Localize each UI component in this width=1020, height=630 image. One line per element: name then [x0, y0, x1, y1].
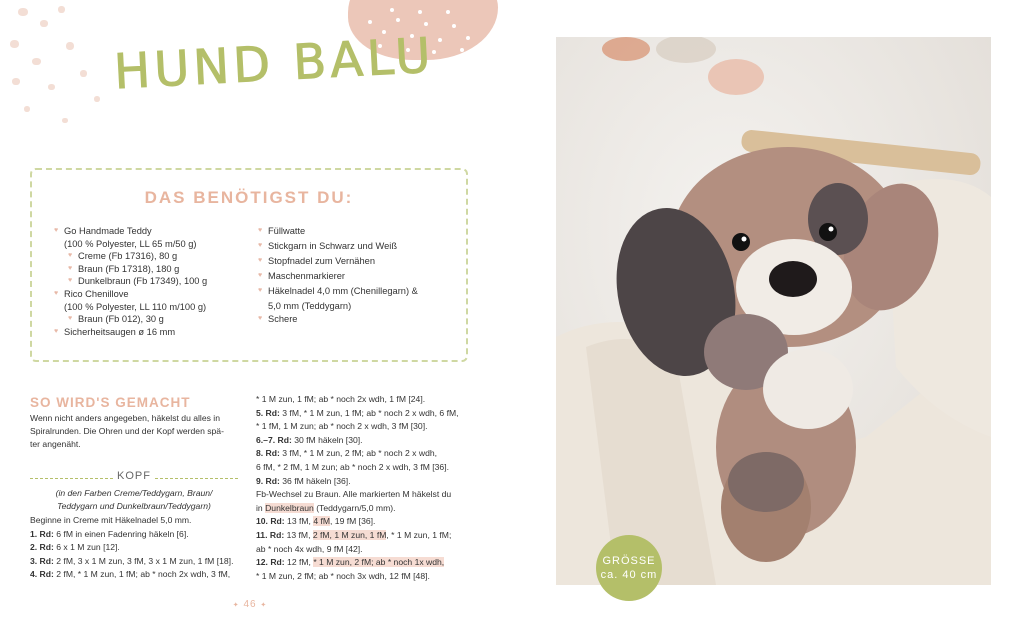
step-text: 13 fM,: [284, 529, 313, 540]
step-text: , * 1 M zun, 1 fM;: [386, 529, 452, 540]
round-label: 6.–7. Rd:: [256, 434, 292, 445]
step-text: 2 fM, * 1 M zun, 1 fM; ab * noch 2x wdh, 3 fM,: [53, 569, 231, 580]
steps-column-2: [256, 393, 459, 583]
subtitle-line: Teddygarn und Dunkelbraun/Teddygarn): [57, 500, 211, 511]
materials-heading: DAS BENÖTIGST DU:: [144, 188, 354, 207]
badge-line-2: ca. 40 cm: [600, 569, 658, 581]
step-line: [30, 568, 233, 582]
material-item: ♥ Schere: [258, 313, 418, 326]
material-item: ♥ Stopfnadel zum Vernähen: [258, 255, 418, 268]
round-label: 1. Rd:: [30, 528, 54, 539]
step-line: [256, 461, 459, 475]
round-label: 4. Rd:: [30, 569, 54, 580]
step-line: [256, 393, 459, 407]
step-line: [30, 555, 233, 569]
materials-list-right: [258, 225, 418, 328]
page-number-value: 46: [243, 599, 257, 610]
step-text: Fb-Wechsel zu Braun. Alle markierten M häkelst du: [256, 489, 452, 500]
step-text: Beginne in Creme mit Häkelnadel 5,0 mm.: [30, 515, 192, 525]
step-text: 30 fM häkeln [30].: [291, 434, 363, 445]
step-line: [30, 541, 233, 555]
intro-line: Wenn nicht anders angegeben, häkelst du alles in: [30, 413, 220, 423]
round-label: 5. Rd:: [256, 407, 280, 418]
material-item: ♥ Sicherheitsaugen ø 16 mm: [54, 326, 207, 339]
step-text: 13 fM,: [284, 516, 314, 527]
highlighted-text: 2 fM, 1 M zun, 1 fM: [312, 529, 387, 540]
step-text: in: [256, 502, 266, 513]
step-text: (Teddygarn/5,0 mm).: [313, 502, 396, 513]
material-item: 5,0 mm (Teddygarn): [268, 300, 352, 311]
round-label: 10. Rd:: [256, 516, 285, 527]
step-line: [256, 543, 459, 557]
step-line: [256, 570, 459, 584]
material-item: (100 % Polyester, LL 65 m/50 g): [64, 238, 197, 249]
crochet-dog-illustration: [556, 37, 991, 585]
step-line: [256, 529, 459, 543]
material-item: ♥ Go Handmade Teddy: [54, 225, 207, 238]
step-text: 3 fM, * 1 M zun, 1 fM; ab * noch 2 x wdh, 6 fM,: [279, 407, 459, 418]
material-item: ♥ Stickgarn in Schwarz und Weiß: [258, 240, 418, 253]
step-line: [30, 528, 233, 542]
step-line: [256, 502, 459, 516]
star-icon: ✦: [232, 602, 240, 609]
round-label: 2. Rd:: [30, 542, 54, 553]
material-item: ♥ Rico Chenillove: [54, 288, 207, 301]
round-label: 3. Rd:: [30, 555, 54, 566]
step-line: [256, 515, 459, 529]
section-heading-kopf: KOPF: [114, 470, 154, 482]
material-item: ♥ Füllwatte: [258, 225, 418, 238]
step-line: [256, 488, 459, 502]
instructions-heading: SO WIRD'S GEMACHT: [30, 395, 191, 410]
step-text: 2 fM, 3 x 1 M zun, 3 fM, 3 x 1 M zun, 1 fM [18].: [53, 555, 234, 566]
section-subtitle: [30, 487, 238, 512]
star-icon: ✦: [260, 602, 268, 609]
step-text: ab * noch 4x wdh, 9 fM [42].: [256, 543, 363, 554]
highlighted-text: 4 fM: [313, 516, 331, 527]
subtitle-line: (in den Farben Creme/Teddygarn, Braun/: [55, 488, 213, 498]
intro-line: Spiralrunden. Die Ohren und der Kopf werden spä-: [30, 426, 224, 437]
round-label: 8. Rd:: [256, 448, 280, 459]
material-item: ♥ Braun (Fb 012), 30 g: [54, 313, 207, 326]
material-item: ♥ Häkelnadel 4,0 mm (Chenillegarn) &: [258, 285, 418, 298]
material-item: ♥ Maschenmarkierer: [258, 270, 418, 283]
step-text: 6 fM in einen Fadenring häkeln [6].: [53, 528, 189, 539]
step-text: 36 fM häkeln [36].: [279, 475, 351, 486]
materials-box: [30, 168, 468, 362]
instructions-intro: [30, 412, 224, 452]
step-text: * 1 M zun, 1 fM; ab * noch 2x wdh, 1 fM [24].: [256, 394, 426, 404]
step-text: * 1 fM, 1 M zun; ab * noch 2 x wdh, 3 fM [30].: [256, 421, 428, 432]
step-text: * 1 M zun, 2 fM; ab * noch 3x wdh, 12 fM [48].: [256, 570, 430, 581]
intro-line: ter angenäht.: [30, 439, 81, 450]
step-line: [256, 556, 459, 570]
page-title: HUND BALU: [112, 27, 436, 101]
step-line: [256, 434, 459, 448]
round-label: 12. Rd:: [256, 557, 285, 568]
size-badge: [596, 535, 662, 601]
step-line: [256, 447, 459, 461]
material-item: ♥ Dunkelbraun (Fb 17349), 100 g: [54, 275, 207, 288]
step-text: 6 fM, * 2 fM, 1 M zun; ab * noch 2 x wdh, 3 fM [36].: [256, 461, 449, 472]
material-item: (100 % Polyester, LL 110 m/100 g): [64, 301, 207, 312]
steps-column-1: [30, 514, 233, 582]
material-item: ♥ Creme (Fb 17316), 80 g: [54, 250, 207, 263]
product-photo: [556, 37, 991, 585]
step-text: , 19 fM [36].: [330, 516, 376, 527]
step-line: [30, 514, 233, 528]
highlighted-text: Dunkelbraun: [265, 502, 314, 513]
step-text: 12 fM,: [284, 557, 314, 568]
step-line: [256, 420, 459, 434]
materials-list-left: [54, 225, 207, 338]
step-text: 6 x 1 M zun [12].: [53, 542, 120, 553]
material-item: ♥ Braun (Fb 17318), 180 g: [54, 263, 207, 276]
step-line: [256, 475, 459, 489]
round-label: 11. Rd:: [256, 529, 285, 540]
highlighted-text: * 1 M zun, 2 fM; ab * noch 1x wdh,: [313, 557, 445, 568]
step-text: 3 fM, * 1 M zun, 2 fM; ab * noch 2 x wdh,: [279, 448, 438, 459]
step-line: [256, 407, 459, 421]
badge-line-1: GRÖSSE: [602, 555, 656, 567]
round-label: 9. Rd:: [256, 475, 280, 486]
page-number: [230, 599, 270, 610]
